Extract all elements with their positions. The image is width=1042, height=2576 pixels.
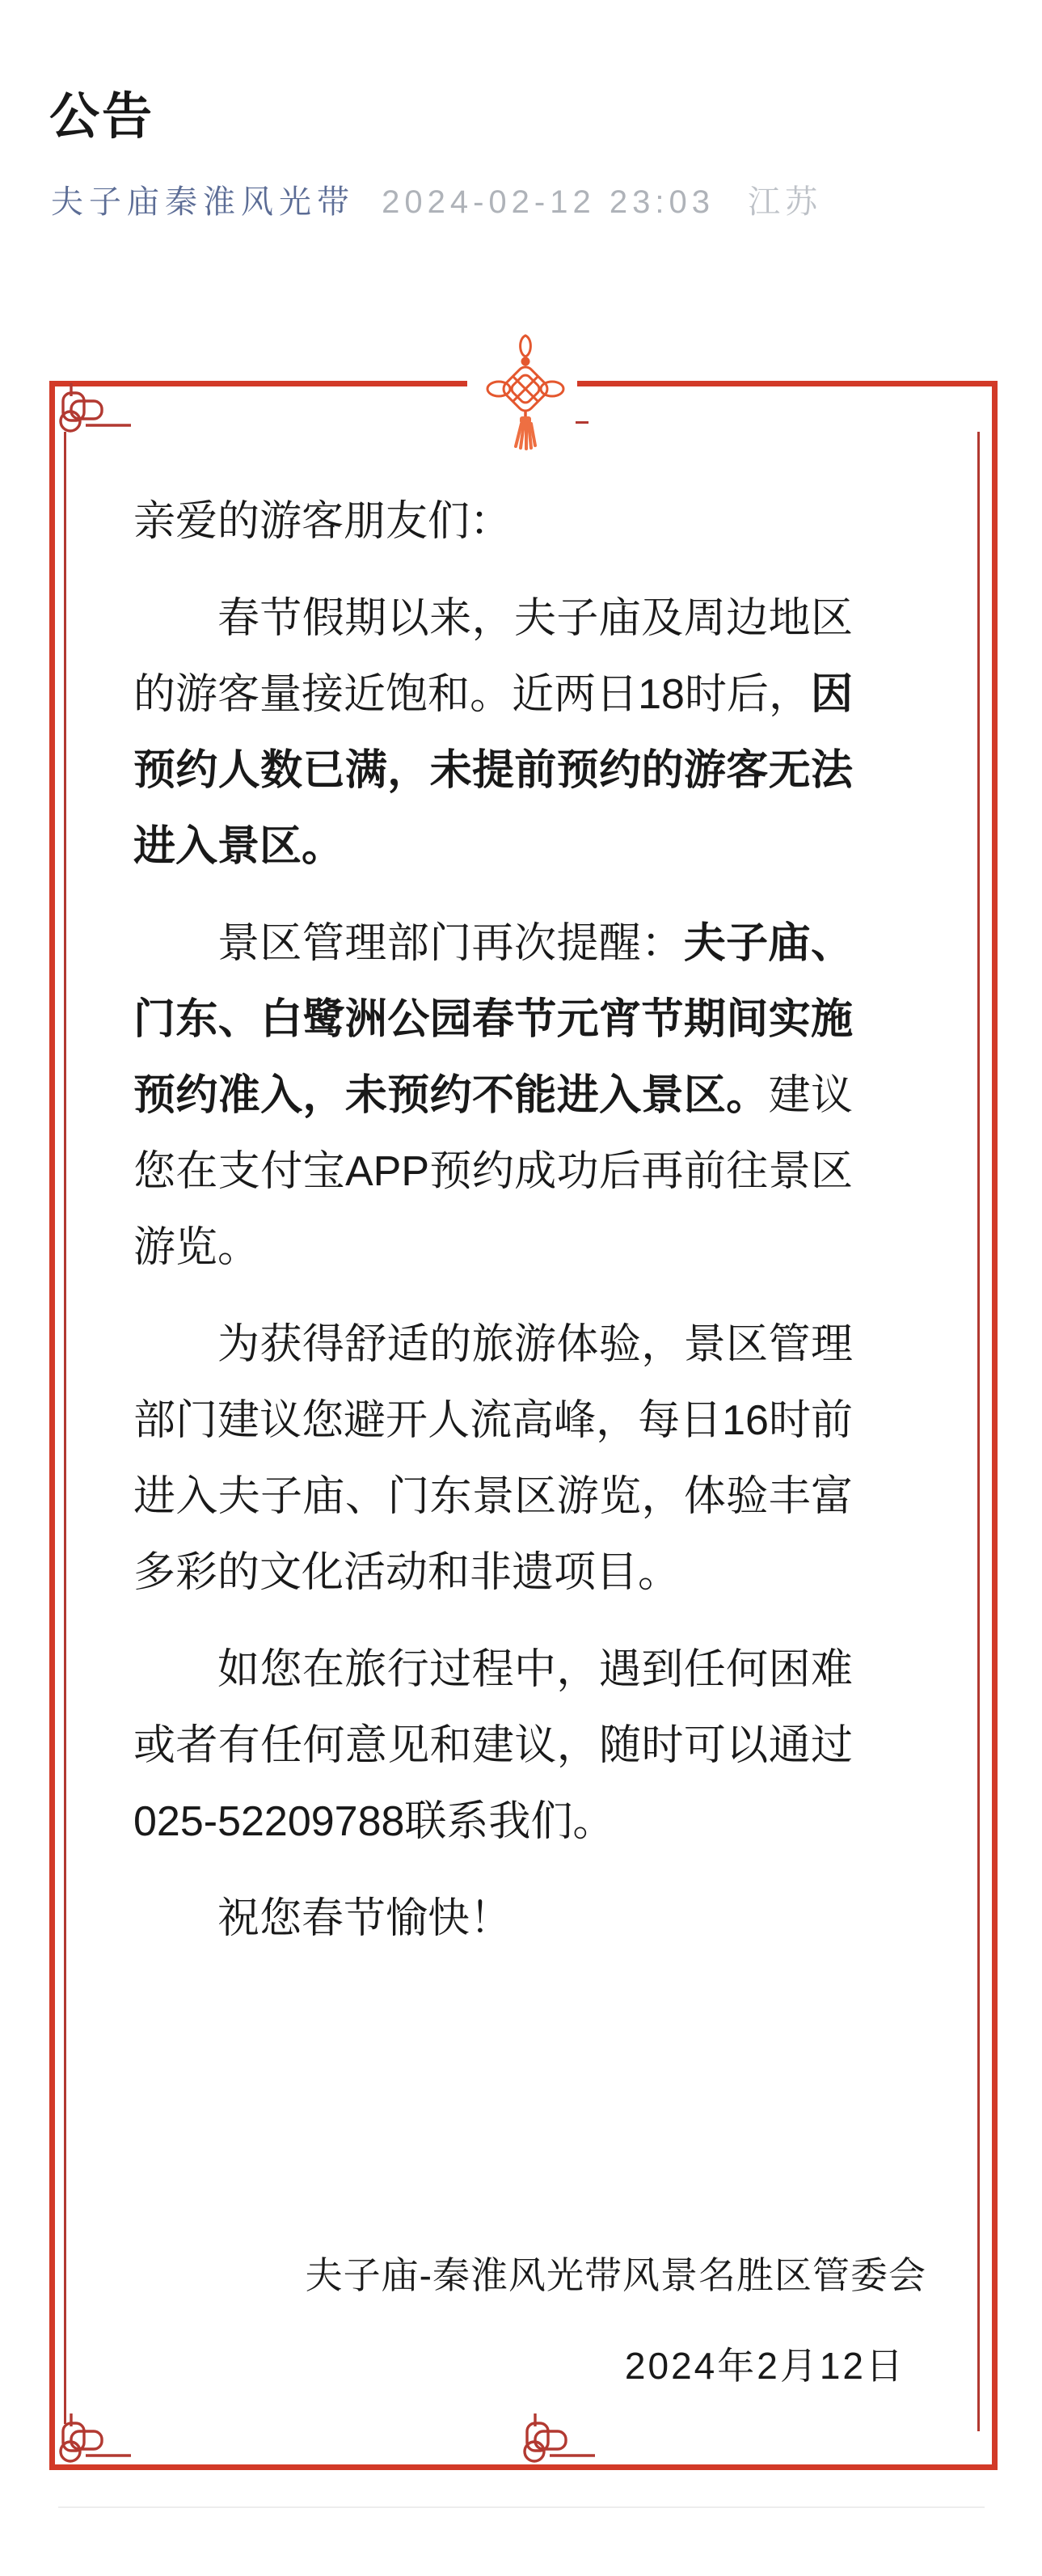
notice-text: 祝您春节愉快！ (217, 1895, 513, 1942)
publish-timestamp: 2024-02-12 23:03 (382, 184, 715, 220)
notice-text: 建议您在支付宝APP预约成功后再前往景区游览。 (133, 1072, 853, 1271)
page-title: 公告 (49, 89, 155, 145)
notice-text: 为获得舒适的旅游体验，景区管理部门建议您避开人流高峰，每日16时前进入夫子庙、门东景区游览，体验丰富多彩的文化活动和非遗项目。 (133, 1321, 853, 1596)
knot-corner-icon (58, 383, 133, 435)
notice-paragraph (133, 581, 853, 885)
notice-text: 景区管理部门再次提醒： (217, 920, 684, 967)
notice-text-bold: 夫子庙、门东、白鹭洲公园春节元宵节期间实施预约准入，未预约不能进入景区。 (133, 920, 853, 1119)
notice-paragraph (133, 1632, 853, 1860)
byline (51, 181, 822, 223)
notice-text: 春节假期以来，夫子庙及周边地区的游客量接近饱和。近两日18时后， (133, 595, 853, 718)
knot-corner-icon (58, 2413, 133, 2465)
notice-paragraph (133, 906, 853, 1286)
signature: 夫子庙-秦淮风光带风景名胜区管委会 (305, 2254, 926, 2296)
notice-text: 亲爱的游客朋友们： (133, 498, 513, 545)
inner-border-left (64, 432, 66, 2424)
chinese-knot-icon (483, 332, 567, 452)
notice-paragraph (133, 484, 853, 560)
inner-border-right (977, 432, 980, 2431)
notice-card (49, 381, 998, 2470)
bottom-divider (58, 2506, 985, 2508)
account-name-link[interactable]: 夫子庙秦淮风光带 (51, 184, 355, 220)
notice-text-bold: 因预约人数已满，未提前预约的游客无法进入景区。 (133, 671, 853, 870)
notice-paragraph (133, 1307, 853, 1611)
notice-body (133, 484, 853, 1978)
inner-border-top-dash (576, 421, 588, 424)
knot-corner-icon (522, 2413, 597, 2465)
notice-paragraph (133, 1881, 853, 1957)
publish-location: 江苏 (748, 184, 823, 220)
signature-date: 2024年2月12日 (624, 2345, 905, 2387)
notice-text: 如您在旅行过程中，遇到任何困难或者有任何意见和建议，随时可以通过025-52209788联系我们。 (133, 1646, 853, 1845)
